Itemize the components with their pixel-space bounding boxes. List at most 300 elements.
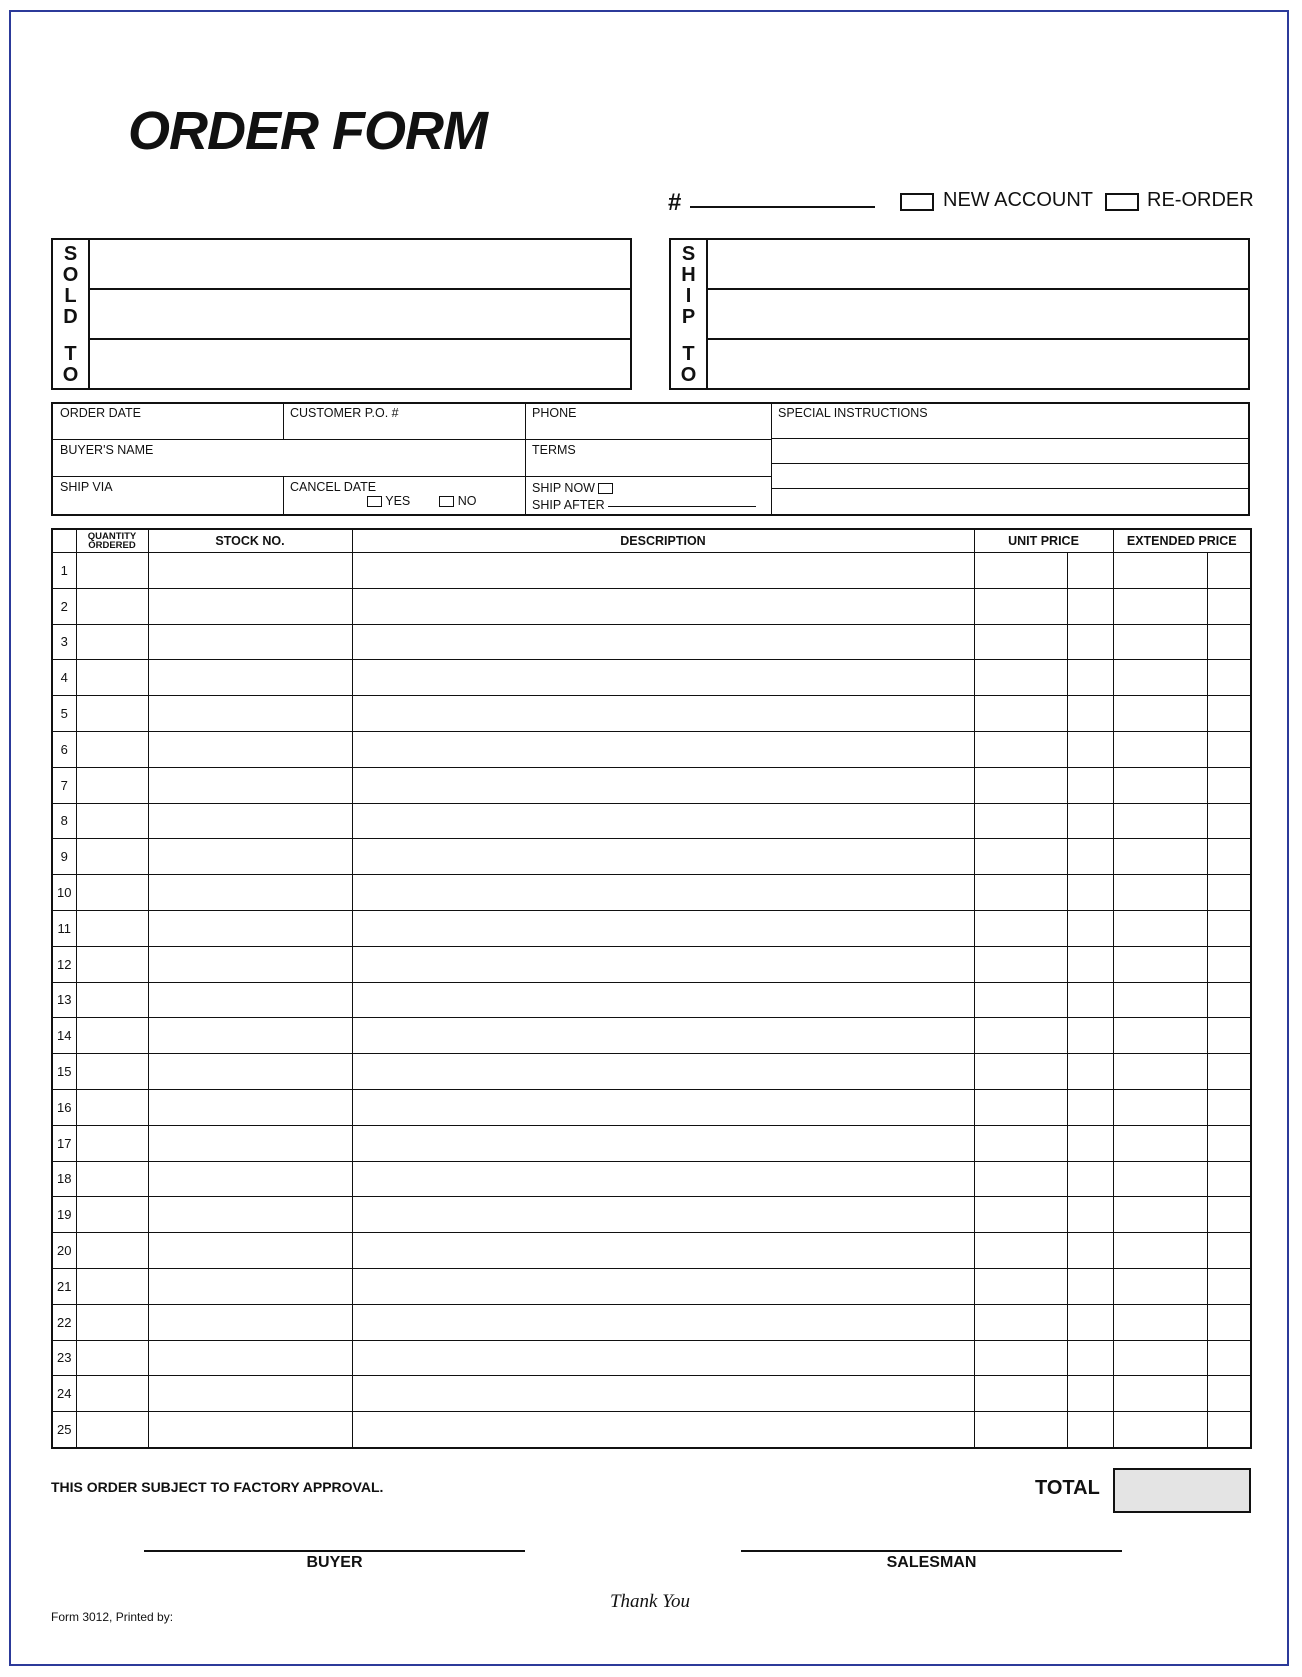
quantity-cell[interactable] [76, 1089, 148, 1125]
stock-no-cell[interactable] [148, 1376, 352, 1412]
line-number: 12 [52, 946, 76, 982]
unit-price-cents-cell[interactable] [1067, 731, 1113, 767]
extended-price-cents-cell[interactable] [1207, 767, 1251, 803]
line-number: 23 [52, 1340, 76, 1376]
stock-no-cell[interactable] [148, 946, 352, 982]
stock-no-cell[interactable] [148, 1125, 352, 1161]
description-cell[interactable] [352, 1412, 974, 1448]
total-label: TOTAL [1035, 1477, 1100, 1499]
description-cell[interactable] [352, 1340, 974, 1376]
ship-to-letter: H [681, 264, 696, 286]
description-cell[interactable] [352, 767, 974, 803]
extended-price-cents-cell[interactable] [1207, 982, 1251, 1018]
ship-to-line-2[interactable] [708, 290, 1248, 340]
extended-price-cents-cell[interactable] [1207, 660, 1251, 696]
line-number: 24 [52, 1376, 76, 1412]
ship-to-label [671, 240, 708, 388]
re-order-checkbox[interactable] [1105, 193, 1139, 211]
unit-price-cents-cell[interactable] [1067, 1018, 1113, 1054]
quantity-cell[interactable] [76, 1233, 148, 1269]
unit-price-cents-cell[interactable] [1067, 1125, 1113, 1161]
line-number: 4 [52, 660, 76, 696]
description-cell[interactable] [352, 588, 974, 624]
quantity-cell[interactable] [76, 696, 148, 732]
unit-price-cents-cell[interactable] [1067, 982, 1113, 1018]
unit-price-cents-cell[interactable] [1067, 767, 1113, 803]
line-number: 16 [52, 1089, 76, 1125]
extended-price-cents-cell[interactable] [1207, 946, 1251, 982]
line-number: 21 [52, 1268, 76, 1304]
extended-price-dollars-cell[interactable] [1113, 803, 1207, 839]
table-row [52, 1197, 1251, 1233]
salesman-label: SALESMAN [886, 1554, 977, 1571]
unit-price-cents-cell[interactable] [1067, 1197, 1113, 1233]
sold-to-box [51, 238, 632, 390]
stock-no-cell[interactable] [148, 1233, 352, 1269]
line-number: 9 [52, 839, 76, 875]
approval-note: THIS ORDER SUBJECT TO FACTORY APPROVAL. [51, 1479, 384, 1495]
sold-to-letter: D [63, 306, 78, 328]
description-cell[interactable] [352, 946, 974, 982]
line-number: 17 [52, 1125, 76, 1161]
description-cell[interactable] [352, 1054, 974, 1090]
extended-price-dollars-cell[interactable] [1113, 1233, 1207, 1269]
sold-to-letter: T [64, 343, 77, 365]
unit-price-dollars-cell[interactable] [974, 1412, 1067, 1448]
quantity-cell[interactable] [76, 875, 148, 911]
stock-no-cell[interactable] [148, 1340, 352, 1376]
unit-price-dollars-cell[interactable] [974, 1304, 1067, 1340]
description-cell[interactable] [352, 696, 974, 732]
stock-no-cell[interactable] [148, 803, 352, 839]
extended-price-cents-cell[interactable] [1207, 1233, 1251, 1269]
unit-price-dollars-cell[interactable] [974, 1233, 1067, 1269]
special-instructions-line-3[interactable] [771, 464, 1249, 488]
description-cell[interactable] [352, 1089, 974, 1125]
extended-price-cents-cell[interactable] [1207, 1018, 1251, 1054]
table-header-row [52, 529, 1251, 553]
ship-now-checkbox[interactable] [598, 483, 613, 494]
extended-price-cents-cell[interactable] [1207, 1125, 1251, 1161]
stock-no-cell[interactable] [148, 624, 352, 660]
unit-price-cents-cell[interactable] [1067, 1233, 1113, 1269]
customer-po-field[interactable] [283, 404, 525, 439]
line-number: 15 [52, 1054, 76, 1090]
table-row [52, 1340, 1251, 1376]
extended-price-dollars-cell[interactable] [1113, 731, 1207, 767]
table-row [52, 553, 1251, 589]
order-info-grid [51, 402, 1250, 516]
unit-price-cents-cell[interactable] [1067, 803, 1113, 839]
buyer-signature-line[interactable] [144, 1550, 525, 1552]
line-number: 7 [52, 767, 76, 803]
unit-price-cents-cell[interactable] [1067, 1161, 1113, 1197]
stock-no-cell[interactable] [148, 1018, 352, 1054]
cancel-no-checkbox[interactable] [439, 496, 454, 507]
new-account-checkbox[interactable] [900, 193, 934, 211]
stock-no-cell[interactable] [148, 1412, 352, 1448]
line-number-header [52, 529, 76, 553]
sold-to-line-3[interactable] [90, 340, 630, 388]
stock-no-cell[interactable] [148, 875, 352, 911]
description-cell[interactable] [352, 731, 974, 767]
description-cell[interactable] [352, 1376, 974, 1412]
ship-to-box [669, 238, 1250, 390]
quantity-cell[interactable] [76, 1197, 148, 1233]
table-row [52, 1376, 1251, 1412]
table-row [52, 624, 1251, 660]
phone-label: PHONE [532, 406, 577, 420]
unit-price-cents-cell[interactable] [1067, 660, 1113, 696]
sold-to-line-1[interactable] [90, 240, 630, 290]
stock-no-cell[interactable] [148, 1089, 352, 1125]
sold-to-line-2[interactable] [90, 290, 630, 340]
extended-price-cents-cell[interactable] [1207, 1268, 1251, 1304]
ship-to-letter: O [680, 364, 697, 386]
description-header: DESCRIPTION [352, 529, 974, 553]
extended-price-cents-cell[interactable] [1207, 1340, 1251, 1376]
unit-price-cents-cell[interactable] [1067, 946, 1113, 982]
description-cell[interactable] [352, 1018, 974, 1054]
unit-price-dollars-cell[interactable] [974, 624, 1067, 660]
ship-via-field[interactable] [53, 478, 283, 514]
table-row [52, 839, 1251, 875]
new-account-label: NEW ACCOUNT [943, 189, 1093, 211]
extended-price-cents-cell[interactable] [1207, 553, 1251, 589]
extended-price-dollars-cell[interactable] [1113, 1376, 1207, 1412]
stock-no-cell[interactable] [148, 839, 352, 875]
unit-price-dollars-cell[interactable] [974, 1125, 1067, 1161]
order-number-field[interactable] [690, 206, 875, 208]
unit-price-cents-cell[interactable] [1067, 588, 1113, 624]
unit-price-cents-cell[interactable] [1067, 553, 1113, 589]
quantity-cell[interactable] [76, 1268, 148, 1304]
description-cell[interactable] [352, 1304, 974, 1340]
thank-you-note: Thank You [609, 1591, 691, 1612]
special-instructions-line-2[interactable] [771, 439, 1249, 463]
unit-price-dollars-cell[interactable] [974, 553, 1067, 589]
extended-price-cents-cell[interactable] [1207, 1161, 1251, 1197]
line-number: 22 [52, 1304, 76, 1340]
extended-price-dollars-cell[interactable] [1113, 1054, 1207, 1090]
unit-price-cents-cell[interactable] [1067, 839, 1113, 875]
extended-price-header: EXTENDED PRICE [1113, 529, 1251, 553]
unit-price-dollars-cell[interactable] [974, 910, 1067, 946]
line-number: 25 [52, 1412, 76, 1448]
description-cell[interactable] [352, 1161, 974, 1197]
order-items-table [51, 528, 1252, 1449]
order-number-hash: # [668, 189, 682, 216]
re-order-label: RE-ORDER [1147, 189, 1254, 211]
quantity-cell[interactable] [76, 660, 148, 696]
phone-field[interactable] [525, 404, 771, 439]
quantity-cell[interactable] [76, 1125, 148, 1161]
unit-price-cents-cell[interactable] [1067, 1340, 1113, 1376]
unit-price-dollars-cell[interactable] [974, 839, 1067, 875]
extended-price-dollars-cell[interactable] [1113, 1268, 1207, 1304]
stock-no-cell[interactable] [148, 1054, 352, 1090]
extended-price-cents-cell[interactable] [1207, 731, 1251, 767]
ship-to-line-1[interactable] [708, 240, 1248, 290]
unit-price-dollars-cell[interactable] [974, 731, 1067, 767]
extended-price-dollars-cell[interactable] [1113, 875, 1207, 911]
cancel-yes-label: YES [385, 494, 411, 508]
table-row [52, 1089, 1251, 1125]
description-cell[interactable] [352, 875, 974, 911]
description-cell[interactable] [352, 982, 974, 1018]
quantity-cell[interactable] [76, 1018, 148, 1054]
stock-no-cell[interactable] [148, 767, 352, 803]
line-number: 18 [52, 1161, 76, 1197]
extended-price-dollars-cell[interactable] [1113, 624, 1207, 660]
customer-po-label: CUSTOMER P.O. # [290, 406, 399, 420]
unit-price-dollars-cell[interactable] [974, 803, 1067, 839]
table-row [52, 1268, 1251, 1304]
unit-price-cents-cell[interactable] [1067, 624, 1113, 660]
quantity-cell[interactable] [76, 982, 148, 1018]
ship-timing-field [525, 478, 771, 514]
extended-price-dollars-cell[interactable] [1113, 553, 1207, 589]
quantity-cell[interactable] [76, 946, 148, 982]
unit-price-dollars-cell[interactable] [974, 588, 1067, 624]
quantity-cell[interactable] [76, 1376, 148, 1412]
line-number: 19 [52, 1197, 76, 1233]
unit-price-dollars-cell[interactable] [974, 1161, 1067, 1197]
unit-price-dollars-cell[interactable] [974, 1089, 1067, 1125]
line-number: 20 [52, 1233, 76, 1269]
extended-price-dollars-cell[interactable] [1113, 1018, 1207, 1054]
cancel-date-field[interactable] [283, 478, 525, 514]
extended-price-cents-cell[interactable] [1207, 1304, 1251, 1340]
sold-to-letter: S [63, 243, 78, 265]
extended-price-dollars-cell[interactable] [1113, 910, 1207, 946]
quantity-cell[interactable] [76, 624, 148, 660]
extended-price-dollars-cell[interactable] [1113, 1412, 1207, 1448]
line-number: 5 [52, 696, 76, 732]
table-row [52, 910, 1251, 946]
ship-after-label: SHIP AFTER [532, 498, 605, 512]
ship-to-letter: S [681, 243, 696, 265]
table-row [52, 875, 1251, 911]
extended-price-cents-cell[interactable] [1207, 1376, 1251, 1412]
line-number: 1 [52, 553, 76, 589]
quantity-cell[interactable] [76, 731, 148, 767]
table-row [52, 1304, 1251, 1340]
unit-price-cents-cell[interactable] [1067, 696, 1113, 732]
sold-to-label [53, 240, 90, 388]
sold-to-letter: O [62, 264, 79, 286]
extended-price-cents-cell[interactable] [1207, 1197, 1251, 1233]
stock-no-cell[interactable] [148, 1161, 352, 1197]
table-row [52, 803, 1251, 839]
unit-price-cents-cell[interactable] [1067, 1089, 1113, 1125]
sold-to-letter: O [62, 364, 79, 386]
unit-price-cents-cell[interactable] [1067, 1268, 1113, 1304]
extended-price-cents-cell[interactable] [1207, 588, 1251, 624]
extended-price-cents-cell[interactable] [1207, 1412, 1251, 1448]
unit-price-dollars-cell[interactable] [974, 982, 1067, 1018]
description-cell[interactable] [352, 1233, 974, 1269]
quantity-cell[interactable] [76, 910, 148, 946]
description-cell[interactable] [352, 803, 974, 839]
extended-price-dollars-cell[interactable] [1113, 1161, 1207, 1197]
extended-price-cents-cell[interactable] [1207, 875, 1251, 911]
order-date-label: ORDER DATE [60, 406, 142, 420]
line-number: 11 [52, 910, 76, 946]
cancel-yes-checkbox[interactable] [367, 496, 382, 507]
ship-to-letter: I [685, 285, 692, 307]
description-cell[interactable] [352, 624, 974, 660]
form-title: ORDER FORM [128, 101, 487, 161]
unit-price-dollars-cell[interactable] [974, 660, 1067, 696]
unit-price-dollars-cell[interactable] [974, 767, 1067, 803]
description-cell[interactable] [352, 660, 974, 696]
table-row [52, 982, 1251, 1018]
line-number: 14 [52, 1018, 76, 1054]
extended-price-dollars-cell[interactable] [1113, 1340, 1207, 1376]
quantity-cell[interactable] [76, 839, 148, 875]
ship-via-label: SHIP VIA [60, 480, 113, 494]
unit-price-cents-cell[interactable] [1067, 1376, 1113, 1412]
unit-price-cents-cell[interactable] [1067, 1412, 1113, 1448]
quantity-cell[interactable] [76, 1412, 148, 1448]
terms-label: TERMS [532, 443, 576, 457]
order-date-field[interactable] [53, 404, 283, 439]
line-number: 10 [52, 875, 76, 911]
sold-to-letter: L [64, 285, 77, 307]
ship-to-letter: T [682, 343, 695, 365]
description-cell[interactable] [352, 1125, 974, 1161]
extended-price-dollars-cell[interactable] [1113, 660, 1207, 696]
extended-price-dollars-cell[interactable] [1113, 982, 1207, 1018]
line-number: 8 [52, 803, 76, 839]
stock-no-cell[interactable] [148, 731, 352, 767]
line-number: 6 [52, 731, 76, 767]
extended-price-dollars-cell[interactable] [1113, 946, 1207, 982]
quantity-cell[interactable] [76, 1054, 148, 1090]
unit-price-dollars-cell[interactable] [974, 1018, 1067, 1054]
extended-price-dollars-cell[interactable] [1113, 1197, 1207, 1233]
quantity-cell[interactable] [76, 553, 148, 589]
ship-after-input[interactable] [608, 506, 756, 507]
table-row [52, 696, 1251, 732]
quantity-cell[interactable] [76, 1161, 148, 1197]
stock-no-header: STOCK NO. [148, 529, 352, 553]
table-row [52, 731, 1251, 767]
stock-no-cell[interactable] [148, 910, 352, 946]
unit-price-dollars-cell[interactable] [974, 875, 1067, 911]
quantity-cell[interactable] [76, 588, 148, 624]
extended-price-dollars-cell[interactable] [1113, 1089, 1207, 1125]
unit-price-cents-cell[interactable] [1067, 1054, 1113, 1090]
extended-price-cents-cell[interactable] [1207, 910, 1251, 946]
table-row [52, 1161, 1251, 1197]
buyer-label: BUYER [306, 1554, 363, 1571]
ship-to-line-3[interactable] [708, 340, 1248, 388]
total-field[interactable] [1113, 1468, 1251, 1513]
ship-now-label: SHIP NOW [532, 481, 595, 495]
extended-price-dollars-cell[interactable] [1113, 1304, 1207, 1340]
unit-price-header: UNIT PRICE [974, 529, 1113, 553]
unit-price-cents-cell[interactable] [1067, 910, 1113, 946]
unit-price-dollars-cell[interactable] [974, 1376, 1067, 1412]
line-number: 2 [52, 588, 76, 624]
description-cell[interactable] [352, 1197, 974, 1233]
quantity-cell[interactable] [76, 1340, 148, 1376]
special-instructions-field[interactable] [771, 404, 1249, 438]
stock-no-cell[interactable] [148, 1268, 352, 1304]
extended-price-cents-cell[interactable] [1207, 803, 1251, 839]
extended-price-dollars-cell[interactable] [1113, 696, 1207, 732]
extended-price-dollars-cell[interactable] [1113, 767, 1207, 803]
quantity-ordered-header: QUANTITY ORDERED [76, 529, 148, 553]
salesman-signature-line[interactable] [741, 1550, 1122, 1552]
ship-to-letter: P [681, 306, 696, 328]
extended-price-dollars-cell[interactable] [1113, 1125, 1207, 1161]
extended-price-cents-cell[interactable] [1207, 1054, 1251, 1090]
table-row [52, 1412, 1251, 1448]
special-instructions-label: SPECIAL INSTRUCTIONS [778, 406, 928, 420]
table-row [52, 1233, 1251, 1269]
unit-price-dollars-cell[interactable] [974, 1054, 1067, 1090]
cancel-date-label: CANCEL DATE [290, 480, 377, 494]
extended-price-cents-cell[interactable] [1207, 839, 1251, 875]
table-row [52, 588, 1251, 624]
unit-price-cents-cell[interactable] [1067, 875, 1113, 911]
extended-price-dollars-cell[interactable] [1113, 839, 1207, 875]
description-cell[interactable] [352, 553, 974, 589]
table-row [52, 1054, 1251, 1090]
description-cell[interactable] [352, 1268, 974, 1304]
table-row [52, 1018, 1251, 1054]
extended-price-cents-cell[interactable] [1207, 696, 1251, 732]
line-number: 3 [52, 624, 76, 660]
table-row [52, 946, 1251, 982]
extended-price-dollars-cell[interactable] [1113, 588, 1207, 624]
stock-no-cell[interactable] [148, 660, 352, 696]
cancel-no-label: NO [457, 494, 477, 508]
table-row [52, 767, 1251, 803]
quantity-cell[interactable] [76, 803, 148, 839]
unit-price-dollars-cell[interactable] [974, 1197, 1067, 1233]
stock-no-cell[interactable] [148, 1304, 352, 1340]
unit-price-dollars-cell[interactable] [974, 946, 1067, 982]
extended-price-cents-cell[interactable] [1207, 624, 1251, 660]
buyers-name-label: BUYER'S NAME [60, 443, 154, 457]
special-instructions-line-4[interactable] [771, 489, 1249, 514]
unit-price-dollars-cell[interactable] [974, 1268, 1067, 1304]
stock-no-cell[interactable] [148, 588, 352, 624]
quantity-cell[interactable] [76, 1304, 148, 1340]
table-row [52, 1125, 1251, 1161]
description-cell[interactable] [352, 910, 974, 946]
unit-price-dollars-cell[interactable] [974, 696, 1067, 732]
stock-no-cell[interactable] [148, 1197, 352, 1233]
extended-price-cents-cell[interactable] [1207, 1089, 1251, 1125]
terms-field[interactable] [525, 441, 771, 476]
stock-no-cell[interactable] [148, 982, 352, 1018]
description-cell[interactable] [352, 839, 974, 875]
quantity-cell[interactable] [76, 767, 148, 803]
buyers-name-field[interactable] [53, 441, 525, 476]
stock-no-cell[interactable] [148, 696, 352, 732]
form-number: Form 3012, Printed by: [51, 1610, 174, 1624]
unit-price-cents-cell[interactable] [1067, 1304, 1113, 1340]
stock-no-cell[interactable] [148, 553, 352, 589]
line-number: 13 [52, 982, 76, 1018]
unit-price-dollars-cell[interactable] [974, 1340, 1067, 1376]
table-row [52, 660, 1251, 696]
